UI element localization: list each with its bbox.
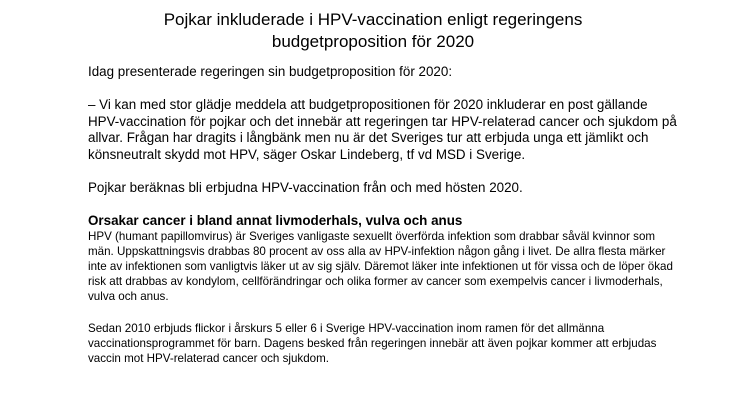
title-line-2: budgetproposition för 2020 [271,32,475,51]
quote-paragraph: – Vi kan med stor glädje meddela att budgetpropositionen för 2020 inkluderar en post gällande HPV-vaccination för pojkar och det innebär att regeringen tar HPV-relaterad cancer och sjukdom på allvar. Frågan har dragits i långbänk men nu är det Sveriges tur att erbjuda unga ett jämlikt och könsneutralt skydd mot HPV, säger Oskar Lindeberg, tf vd MSD i Sverige. [88,97,677,162]
section-heading: Orsakar cancer i bland annat livmoderhals, vulva och anus [88,212,463,228]
offer-paragraph: Pojkar beräknas bli erbjudna HPV-vaccination från och med hösten 2020. [88,179,523,195]
document-body [88,64,678,366]
intro-paragraph: Idag presenterade regeringen sin budgetproposition för 2020: [88,64,453,79]
hpv-paragraph: HPV (humant papillomvirus) är Sveriges vanligaste sexuellt överförda infektion som drabbar såväl kvinnor som män. Uppskattningsvis drabbas 80 procent av oss alla av HPV-infektion någon gång i livet. De allra flesta märker inte av infektionen som vanligtvis läker ut av sig själv. Däremot läker inte infektionen ut för vissa och de löper ökad risk att drabbas av kondylom, cellförändringar och olika former av cancer som exempelvis cancer i livmoderhals, vulva och anus. [88,230,673,303]
since-2010-paragraph: Sedan 2010 erbjuds flickor i årskurs 5 eller 6 i Sverige HPV-vaccination inom ramen för det allmänna vaccinationsprogrammet för barn. Dagens besked från regeringen innebär att även pojkar kommer att erbjudas vaccin mot HPV-relaterad cancer och sjukdom. [88,321,657,365]
document-title [0,9,746,53]
title-line-1: Pojkar inkluderade i HPV-vaccination enligt regeringens [163,10,583,29]
